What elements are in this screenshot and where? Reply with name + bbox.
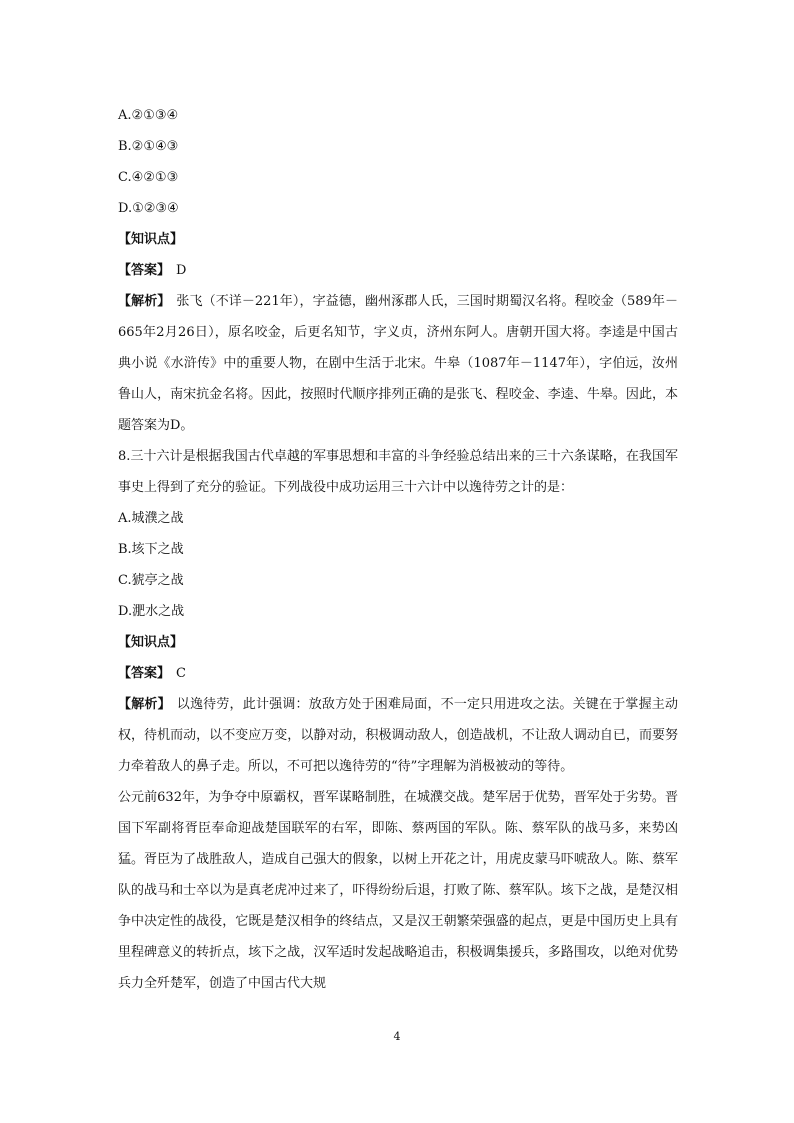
q7-answer-label: 【答案】 [118, 263, 171, 278]
q8-knowledge-label: 【知识点】 [118, 635, 184, 650]
q7-option-d: D.①②③④ [118, 201, 179, 216]
q8-option-b: B.垓下之战 [118, 542, 184, 557]
q7-knowledge-label: 【知识点】 [118, 232, 184, 247]
q7-option-a: A.②①③④ [118, 108, 179, 123]
q8-analysis [118, 689, 678, 782]
q8-answer-row [118, 658, 678, 689]
q7-option-b: B.②①④③ [118, 139, 179, 154]
q8-option-c: C.猇亭之战 [118, 573, 184, 588]
page-number: 4 [393, 1030, 401, 1043]
document-page [118, 100, 678, 999]
q8-analysis-text: 以逸待劳，此计强调：放敌方处于困难局面，不一定只用进攻之法。关键在于掌握主动权，待机而动，以不变应万变，以静对动，积极调动敌人，创造战机，不让敌人调动自已，而要努力牵着敌人的鼻子走。所以，不可把以逸待劳的“待”字理解为消极被动的等待。 [118, 697, 678, 774]
q8-answer: C [176, 666, 186, 681]
q8-stem: 8.三十六计是根据我国古代卓越的军事思想和丰富的斗争经验总结出来的三十六条谋略，在我国军事史上得到了充分的验证。下列战役中成功运用三十六计中以逸待劳之计的是： [118, 449, 678, 495]
q7-answer: D [176, 263, 187, 278]
q7-answer-row [118, 255, 678, 286]
q7-analysis-text: 张飞（不详－221年），字益德，幽州涿郡人氏，三国时期蜀汉名将。程咬金（589年－665年2月26日），原名咬金，后更名知节，字义贞，济州东阿人。唐朝开国大将。李逵是中国古典小说《水浒传》中的重要人物，在剧中生活于北宋。牛皋（1087年－1147年），字伯远，汝州鲁山人，南宋抗金名将。因此，按照时代顺序排列正确的是张飞、程咬金、李逵、牛皋。因此，本题答案为D。 [118, 294, 678, 433]
q7-analysis-label: 【解析】 [118, 294, 171, 309]
q7-option-c: C.④②①③ [118, 170, 179, 185]
q7-analysis [118, 286, 678, 441]
q8-option-a: A.城濮之战 [118, 511, 184, 526]
q8-answer-label: 【答案】 [118, 666, 171, 681]
q8-analysis-label: 【解析】 [118, 697, 171, 712]
q8-option-d: D.淝水之战 [118, 604, 185, 619]
q8-analysis-continued: 公元前632年，为争夺中原霸权，晋军谋略制胜，在城濮交战。楚军居于优势，晋军处于劣势。晋国下军副将胥臣奉命迎战楚国联军的右军，即陈、蔡两国的军队。陈、蔡军队的战马多，来势凶猛。胥臣为了战胜敌人，造成自己强大的假象，以树上开花之计，用虎皮蒙马吓唬敌人。陈、蔡军队的战马和士卒以为是真老虎冲过来了，吓得纷纷后退，打败了陈、蔡军队。垓下之战，是楚汉相争中决定性的战役，它既是楚汉相争的终结点，又是汉王朝繁荣强盛的起点，更是中国历史上具有里程碑意义的转折点，垓下之战，汉军适时发起战略追击，积极调集援兵，多路围攻，以绝对优势兵力全歼楚军，创造了中国古代大规 [118, 790, 678, 991]
